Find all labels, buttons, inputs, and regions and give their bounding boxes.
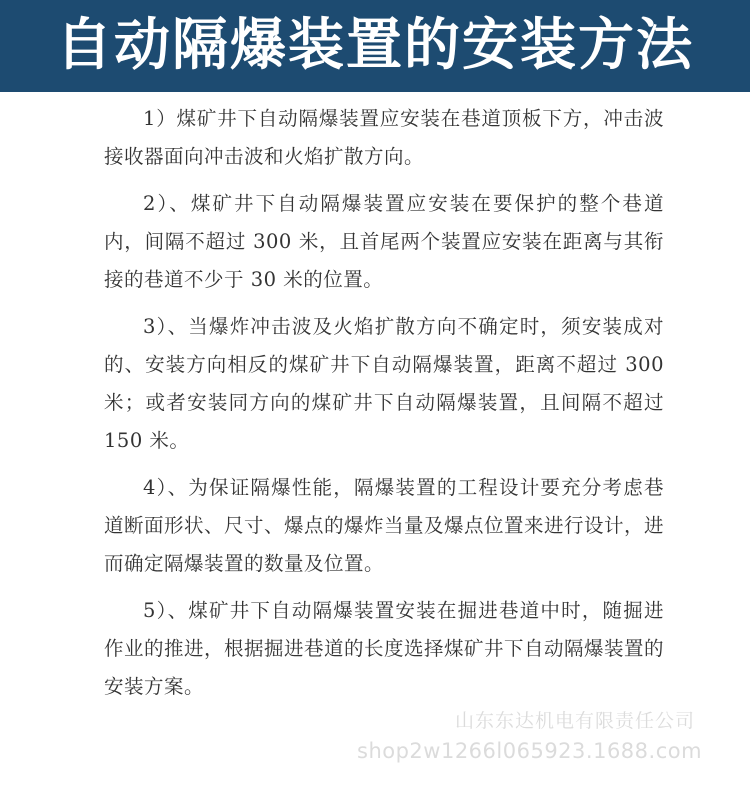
instruction-paragraph-3: 3）、当爆炸冲击波及火焰扩散方向不确定时，须安装成对的、安装方向相反的煤矿井下自动隔爆装置，距离不超过 300 米；或者安装同方向的煤矿井下自动隔爆装置，且间隔不超过 150 米。 [104,315,664,452]
instruction-paragraph-1: 1）煤矿井下自动隔爆装置应安装在巷道顶板下方，冲击波接收器面向冲击波和火焰扩散方向。 [104,107,664,168]
page-title: 自动隔爆装置的安装方法 [56,13,694,78]
instruction-paragraph-2: 2）、煤矿井下自动隔爆装置应安装在要保护的整个巷道内，间隔不超过 300 米，且首尾两个装置应安装在距离与其衔接的巷道不少于 30 米的位置。 [104,192,664,291]
watermark-company: 山东东达机电有限责任公司 [455,710,696,732]
watermark-shop-url: shop2w1266l065923.1688.com [357,739,703,763]
instruction-paragraph-4: 4）、为保证隔爆性能，隔爆装置的工程设计要充分考虑巷道断面形状、尺寸、爆点的爆炸当量及爆点位置来进行设计，进而确定隔爆装置的数量及位置。 [104,476,665,575]
instruction-paragraph-5: 5）、煤矿井下自动隔爆装置安装在掘进巷道中时，随掘进作业的推进，根据掘进巷道的长度选择煤矿井下自动隔爆装置的安装方案。 [104,599,665,698]
instructions-body [104,100,664,715]
title-banner [0,0,750,92]
